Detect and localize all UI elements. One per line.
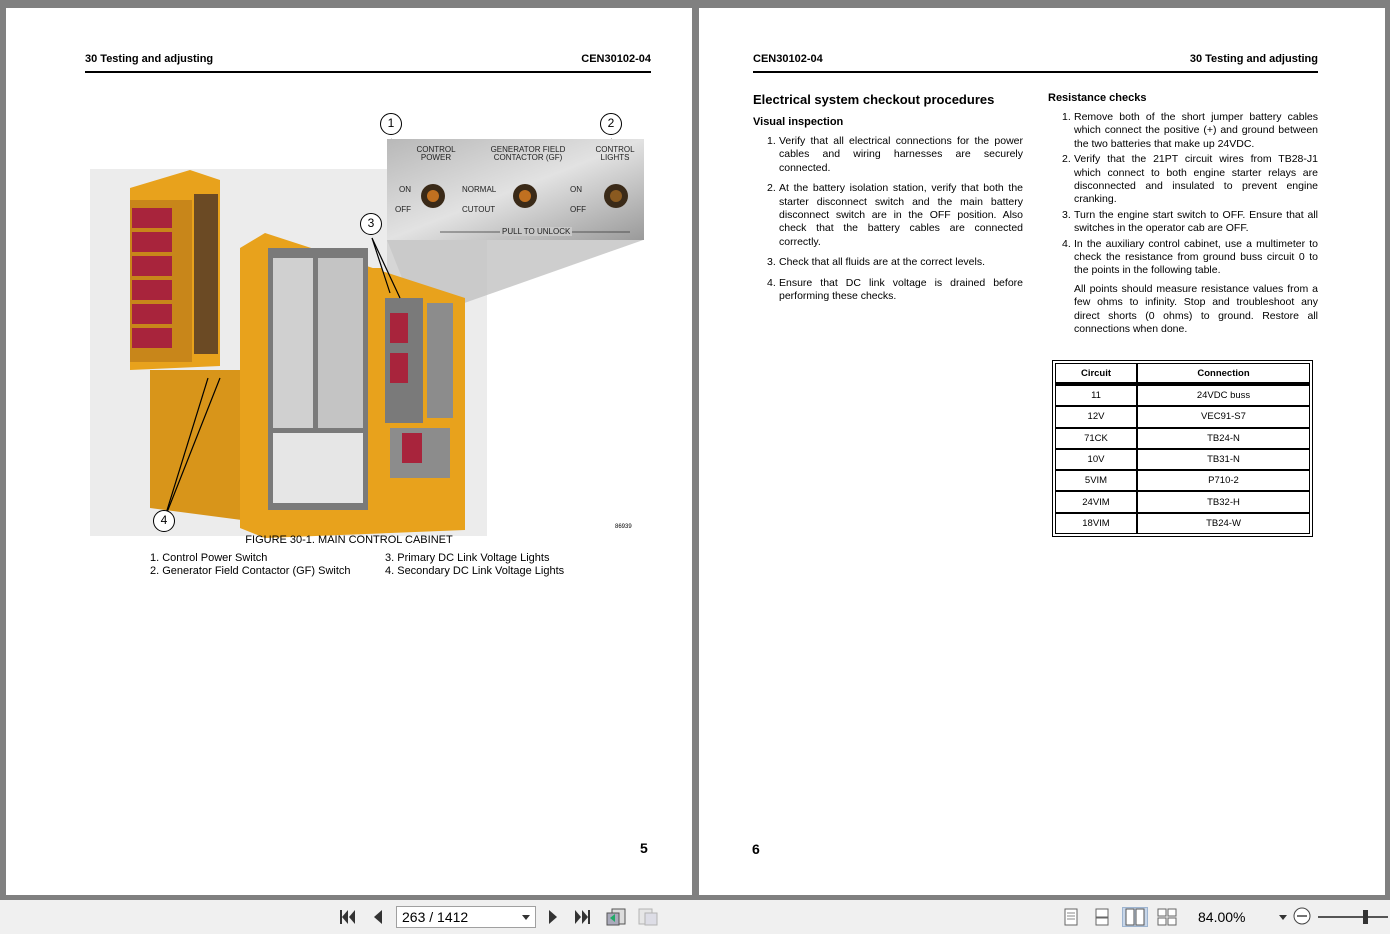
list-item: 1. Remove both of the short jumper battery cables which connect the positive (+) and ground between the two batteries that make up 24VDC. [1062,111,1318,150]
inset-label-gen-field: GENERATOR FIELD CONTACTOR (GF) [490,145,566,162]
figure-id: 86939 [615,524,632,530]
zoom-dropdown-icon[interactable] [1279,915,1287,920]
inset-label-control-power: CONTROL POWER [416,145,456,162]
page-dropdown-icon[interactable] [522,915,530,920]
inset-label-cutout: CUTOUT [462,205,496,214]
header-right: CEN30102-04 [581,53,651,65]
table-row: 18VIM TB24-W [1055,513,1310,534]
figure-legend [150,552,610,577]
single-page-view-icon[interactable] [1060,907,1082,927]
table-header: Connection [1137,363,1310,385]
header-left: CEN30102-04 [753,53,823,65]
table-row: 12V VEC91-S7 [1055,406,1310,427]
resistance-steps [1048,111,1318,278]
next-page-icon[interactable] [542,907,564,927]
page-number: 5 [640,840,648,856]
cabinet-illustration [90,108,650,548]
resistance-table [1052,360,1313,537]
header-left: 30 Testing and adjusting [85,53,214,65]
pdf-page-right [699,8,1385,895]
page-indicator: 263 / 1412 [402,909,469,925]
page-header [753,53,1318,73]
resistance-checks-column [1048,92,1318,337]
page-number-input[interactable] [396,906,536,928]
table-row: 5VIM P710-2 [1055,470,1310,491]
visual-steps [753,135,1023,303]
table-header: Circuit [1055,363,1137,385]
navigation-toolbar [0,900,1390,934]
zoom-out-icon[interactable] [1291,906,1313,926]
zoom-slider[interactable] [1318,916,1388,918]
legend-item: 3. Primary DC Link Voltage Lights [385,552,550,564]
legend-item: 1. Control Power Switch [150,552,268,564]
last-page-icon[interactable] [572,907,594,927]
two-page-view-icon[interactable] [1122,907,1148,927]
subsection-title-visual: Visual inspection [753,116,844,128]
visual-inspection-column [753,92,1023,310]
list-item: 2. At the battery isolation station, verify that both the starter disconnect switch and the main battery disconnect switch are in the OFF position. Also check that the battery cables are connected correctly. [767,182,1023,248]
table-row: 71CK TB24-N [1055,428,1310,449]
list-item: 3. Turn the engine start switch to OFF. Ensure that all switches in the operator cab are OFF. [1062,208,1318,235]
section-title: Electrical system checkout procedures [753,92,995,107]
figure-main-control-cabinet [90,108,650,548]
callout-3: 3 [360,213,382,235]
page-header [85,53,651,73]
resistance-note: All points should measure resistance values from a few ohms to infinity. Stop and troubleshoot any direct shorts (0 ohms) to ground. Restore all connections when done. [1074,282,1318,336]
callout-2: 2 [600,113,622,135]
inset-label-off-2: OFF [570,205,586,214]
two-page-continuous-view-icon[interactable] [1156,907,1178,927]
continuous-view-icon[interactable] [1091,907,1113,927]
callout-1: 1 [380,113,402,135]
table-row: 24VIM TB32-H [1055,491,1310,512]
header-right: 30 Testing and adjusting [1189,53,1318,65]
list-item: 3. Check that all fluids are at the correct levels. [767,256,986,269]
zoom-slider-thumb[interactable] [1363,910,1368,924]
previous-view-icon[interactable] [605,907,627,927]
pdf-page-left [6,8,692,895]
inset-label-control-lights: CONTROL LIGHTS [595,145,635,162]
inset-label-off: OFF [395,205,411,214]
legend-item: 2. Generator Field Contactor (GF) Switch [150,565,351,577]
callout-4: 4 [153,510,175,532]
next-view-icon[interactable] [637,907,659,927]
zoom-level[interactable]: 84.00% [1198,909,1246,925]
previous-page-icon[interactable] [366,907,388,927]
legend-item: 4. Secondary DC Link Voltage Lights [385,565,565,577]
page-number: 6 [752,841,760,857]
figure-caption: FIGURE 30-1. MAIN CONTROL CABINET [245,534,453,546]
list-item: 1. Verify that all electrical connections for the power cables and wiring harnesses are securely connected. [767,135,1023,174]
table-row: 10V TB31-N [1055,449,1310,470]
inset-label-on-2: ON [570,185,582,194]
subsection-title-resistance: Resistance checks [1048,92,1147,104]
first-page-icon[interactable] [336,907,358,927]
list-item: 2. Verify that the 21PT circuit wires from TB28-J1 which connect to both engine starter relays are disconnected and insulated to prevent engine cranking. [1062,153,1318,206]
list-item: 4. Ensure that DC link voltage is drained before performing these checks. [767,276,1023,303]
list-item: 4. In the auxiliary control cabinet, use a multimeter to check the resistance from ground buss circuit 0 to the points in the following table. [1062,237,1318,277]
inset-label-normal: NORMAL [462,185,497,194]
inset-label-on: ON [399,185,411,194]
table-row: 11 24VDC buss [1055,385,1310,406]
inset-label-pull-to-unlock: PULL TO UNLOCK [502,227,571,236]
